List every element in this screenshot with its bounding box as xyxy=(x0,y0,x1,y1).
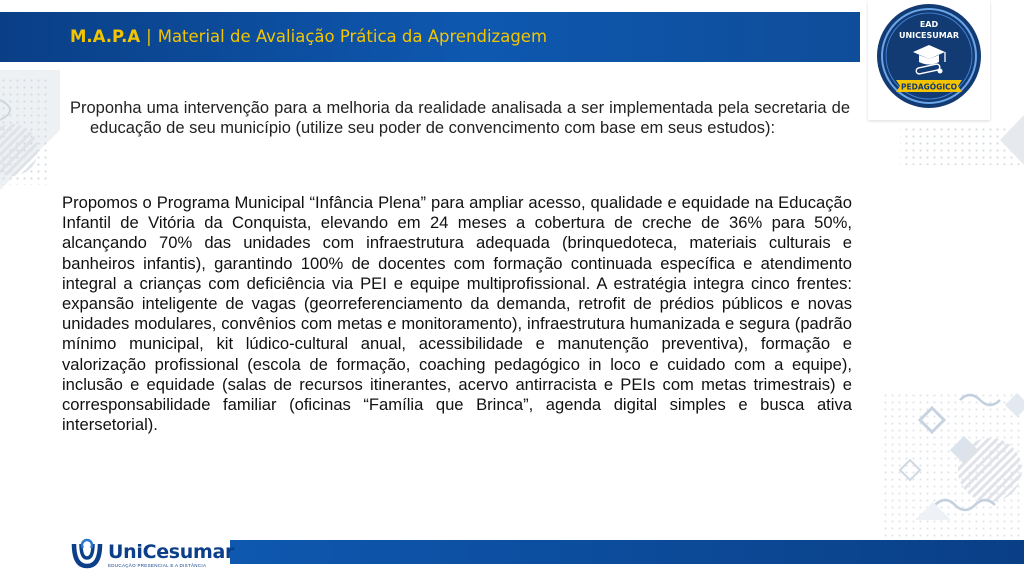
logo-tagline: EDUCAÇÃO PRESENCIAL E A DISTÂNCIA xyxy=(108,563,207,568)
badge-line1: EAD xyxy=(919,20,939,29)
header-subtitle: Material de Avaliação Prática da Aprendizagem xyxy=(157,27,548,46)
header-separator: | xyxy=(146,27,152,46)
question-prompt: Proponha uma intervenção para a melhoria da realidade analisada a ser implementada pela secretaria de educação de seu município (utilize seu poder de convencimento com base em seus estudos): xyxy=(70,99,850,137)
header-acronym: M.A.P.A xyxy=(70,27,141,46)
header-title xyxy=(70,27,547,46)
footer-bar xyxy=(230,540,1024,564)
logo-name: UniCesumar xyxy=(108,541,235,563)
badge-line2: UNICESUMAR xyxy=(898,31,960,40)
header-bar xyxy=(0,12,860,62)
answer-text: Propomos o Programa Municipal “Infância Plena” para ampliar acesso, qualidade e equidade na Educação Infantil de Vitória da Conquista, elevando em 24 meses a cobertura de creche de 36% para 50%, alcançando 70% das unidades com infraestrutura adequada (brinquedoteca, materiais culturais e banheiros infantis), garantindo 100% de docentes com formação continuada específica e atendimento integral a crianças com deficiência via PEI e equipe multiprofissional. A estratégia integra cinco frentes: expansão inteligente de vagas (georreferenciamento da demanda, retrofit de prédios públicos e novas unidades modulares, convênios com metas e monitoramento), infraestrutura humanizada e segura (padrão mínimo municipal, kit lúdico-cultural anual, acessibilidade e manutenção preventiva), formação e valorização profissional (escola de formação, coaching pedagógico in loco e cuidado com a equipe), inclusão e equidade (salas de recursos itinerantes, acervo antirracista e PEIs com metas trimestrais) e corresponsabilidade familiar (oficinas “Família que Brinca”, agenda digital simples e busca ativa intersetorial). xyxy=(62,193,852,435)
badge-ribbon: PEDAGÓGICO xyxy=(900,82,958,92)
ead-pedagogico-badge xyxy=(868,0,990,120)
unicesumar-logo-icon xyxy=(70,538,104,570)
badge-seal-icon xyxy=(868,0,990,120)
unicesumar-logo xyxy=(70,538,235,570)
